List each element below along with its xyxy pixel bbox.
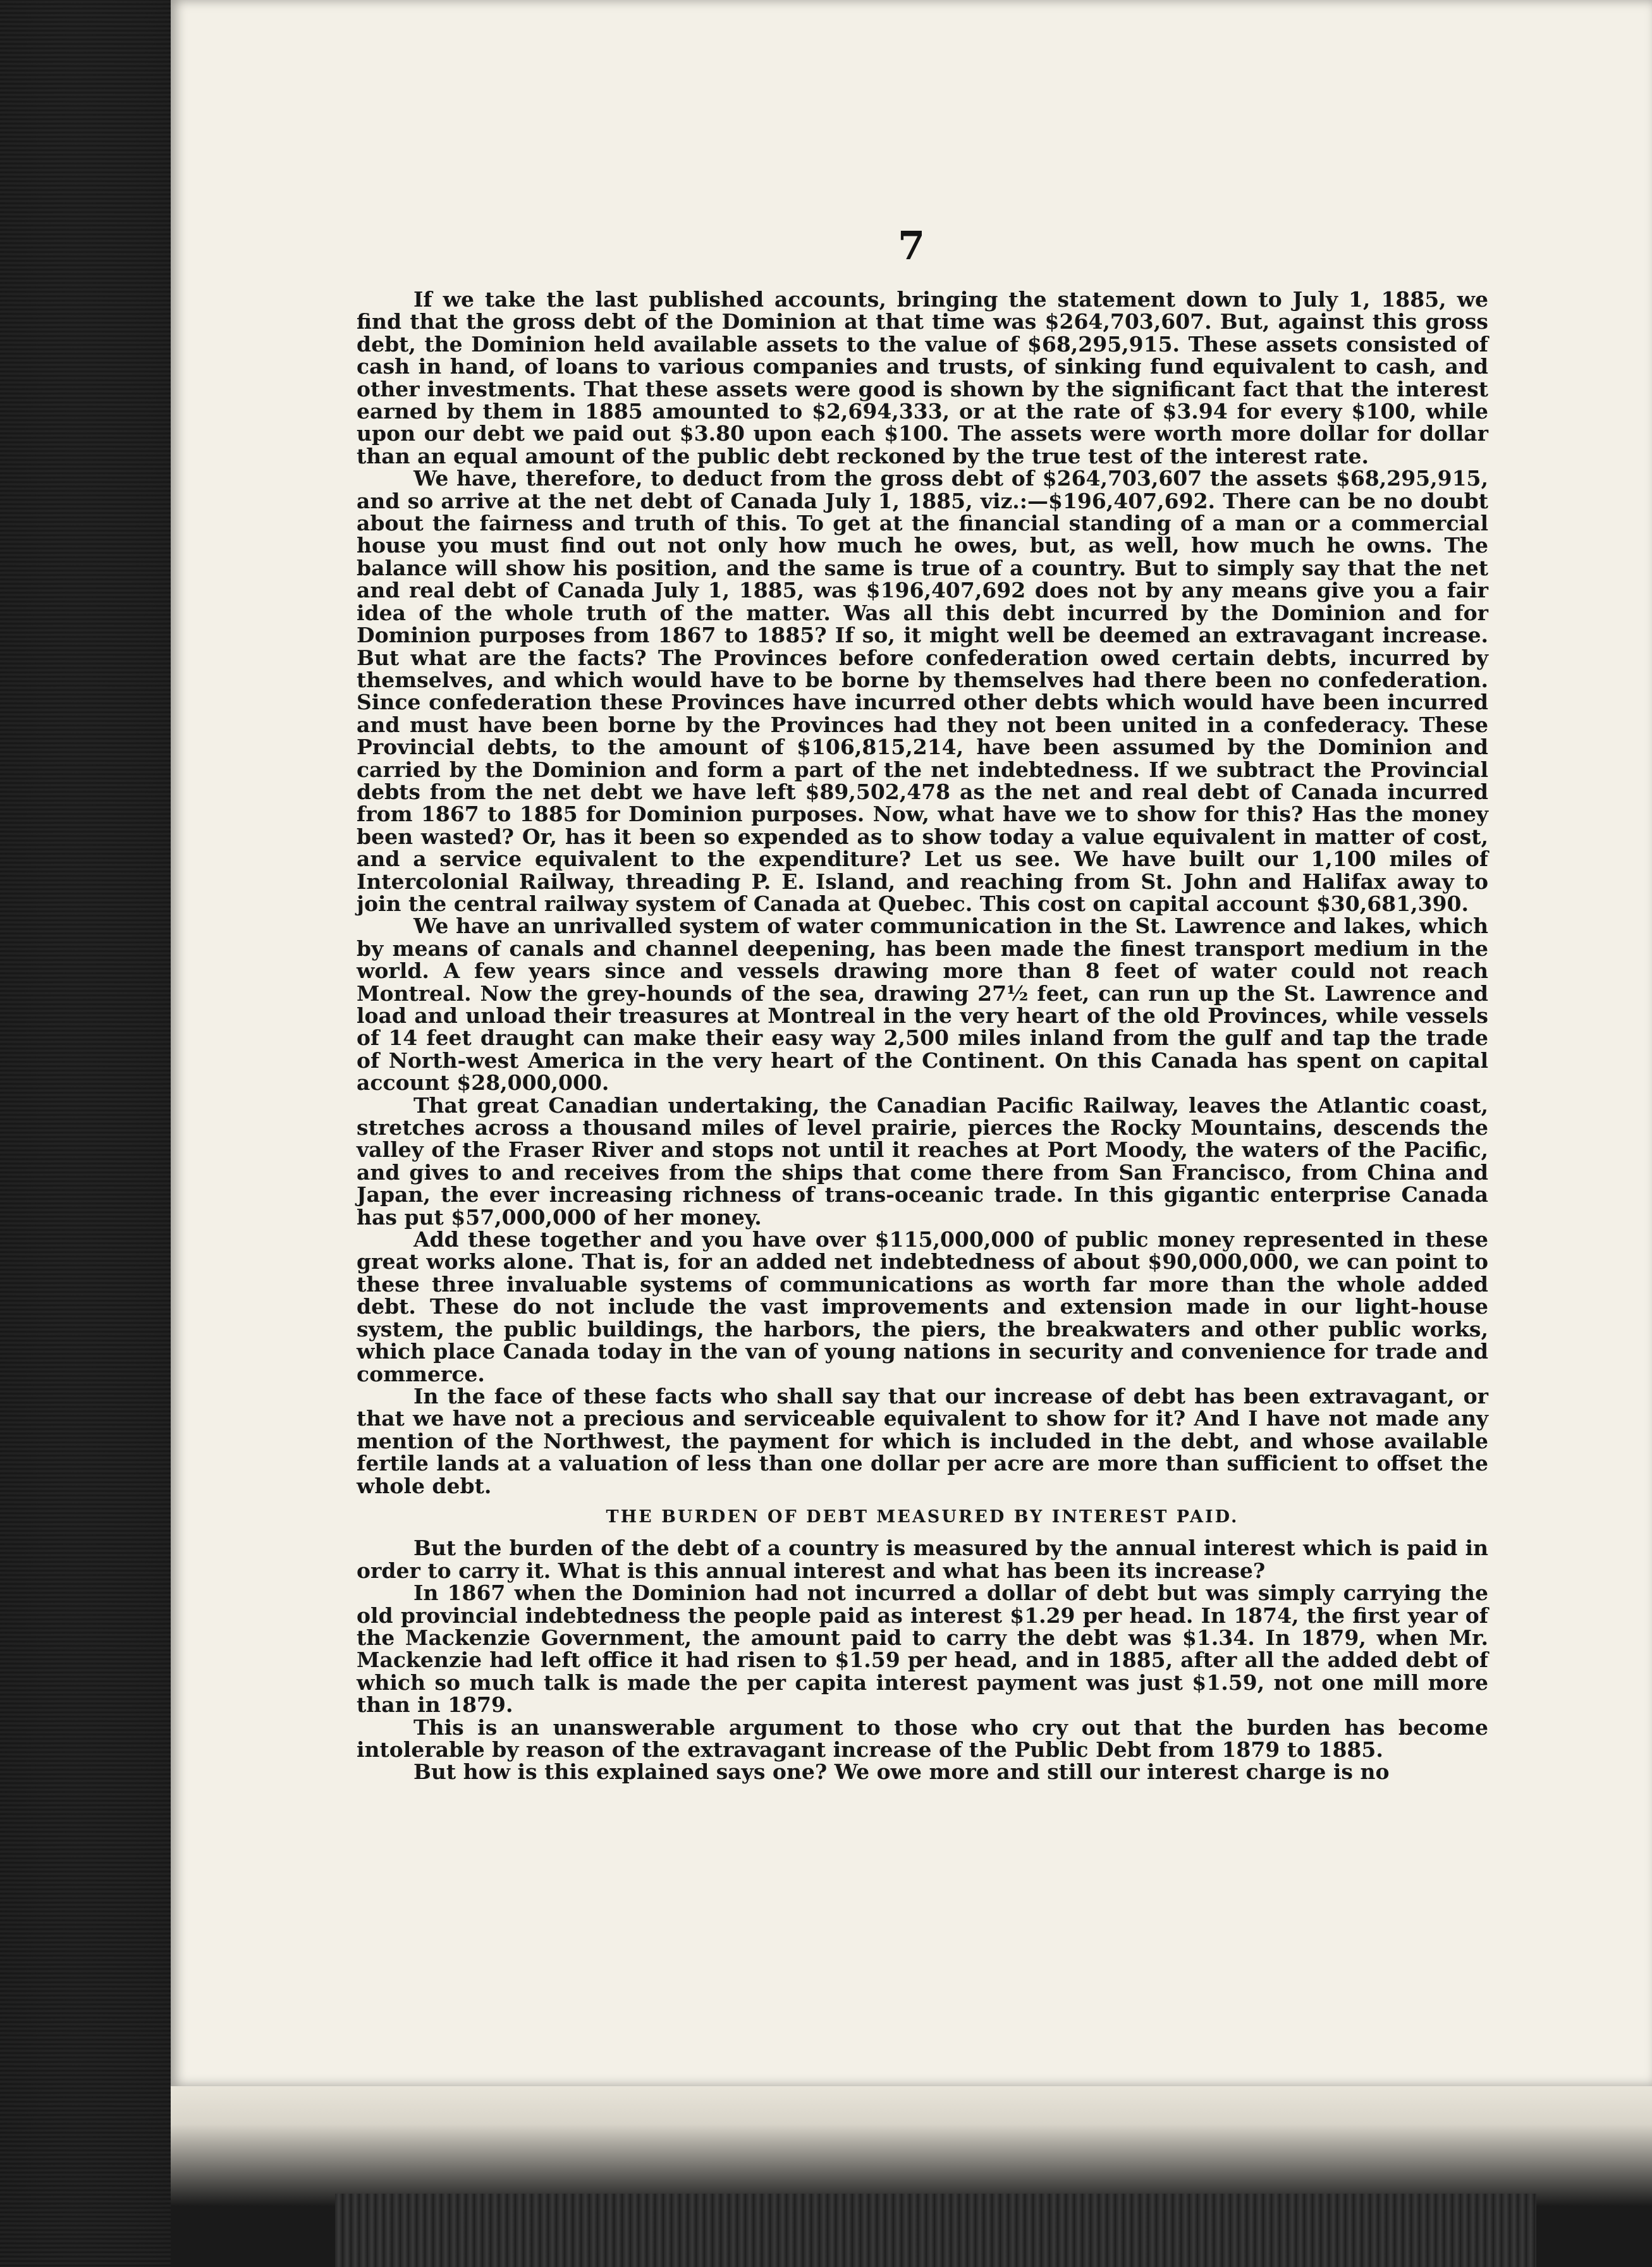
paragraph: We have, therefore, to deduct from the gross debt of $264,703,607 the assets $68,295,915, and so arrive at the net debt of Canada July 1, 1885, viz.:—$196,407,692. There can be no doubt about the fairness and truth of this. To get at the financial standing of a man or a commercial house you must find out not only how much he owes, but, as well, how much he owns. The balance will show his position, and the same is true of a country. But to simply say that the net and real debt of Canada July 1, 1885, was $196,407,692 does not by any means give you a fair idea of the whole truth of the matter. Was all this debt incurred by the Dominion and for Dominion purposes from 1867 to 1885? If so, it might well be deemed an extravagant increase. But what are the facts? The Provinces before confederation owed certain debts, incurred by themselves, and which would have to be borne by themselves had there been no confederation. Since confederation these Provinces have incurred other debts which would have been incurred and must have been borne by the Provinces had they not been united in a confederacy. These Provincial debts, to the amount of $106,815,214, have been assumed by the Dominion and carried by the Dominion and form a part of the net indebtedness. If we subtract the Provincial debts from the net debt we have left $89,502,478 as the net and real debt of Canada incurred from 1867 to 1885 for Dominion purposes. Now, what have we to show for this? Has the money been wasted? Or, has it been so expended as to show today a value equivalent in matter of cost, and a service equivalent to the expenditure? Let us see. We have built our 1,100 miles of Intercolonial Railway, threading P. E. Island, and reaching from St. John and Halifax away to join the central railway system of Canada at Quebec. This cost on capital account $30,681,390. xyxy=(357,466,1488,916)
paragraph: That great Canadian undertaking, the Canadian Pacific Railway, leaves the Atlantic coast, stretches across a thousand miles of level prairie, pierces the Rocky Mountains, descends the valley of the Fraser River and stops not until it reaches at Port Moody, the waters of the Pacific, and gives to and receives from the ships that come there from San Francisco, from China and Japan, the ever increasing richness of trans-oceanic trade. In this gigantic enterprise Canada has put $57,000,000 of her money. xyxy=(357,1092,1488,1230)
paragraph: Add these together and you have over $115,000,000 of public money represented in these great works alone. That is, for an added net indebtedness of about $90,000,000, we can point to these three invaluable systems of communications as worth far more than the whole added debt. These do not include the vast improvements and extension made in our light-house system, the public buildings, the harbors, the piers, the breakwaters and other public works, which place Canada today in the van of young nations in security and convenience for trade and commerce. xyxy=(357,1227,1488,1386)
paragraph: We have an unrivalled system of water communication in the St. Lawrence and lakes, which by means of canals and channel deepening, has been made the finest transport medium in the world. A few years since and vessels drawing more than 8 feet of water could not reach Montreal. Now the grey-hounds of the sea, drawing 27½ feet, can run up the St. Lawrence and load and unload their treasures at Montreal in the very heart of the old Provinces, while vessels of 14 feet draught can make their easy way 2,500 miles inland from the gulf and tap the trade of North-west America in the very heart of the Continent. On this Canada has spent on capital account $28,000,000. xyxy=(357,914,1488,1096)
scan-holder-strip xyxy=(335,2194,1536,2267)
section-heading: THE BURDEN OF DEBT MEASURED BY INTEREST PAID. xyxy=(606,1506,1239,1527)
paragraph: In 1867 when the Dominion had not incurred a dollar of debt but was simply carrying the old provincial indebtedness the people paid as interest $1.29 per head. In 1874, the first year of the Mackenzie Government, the amount paid to carry the debt was $1.34. In 1879, when Mr. Mackenzie had left office it had risen to $1.59 per head, and in 1885, after all the added debt of which so much talk is made the per capita interest payment was just $1.59, not one mill more than in 1879. xyxy=(357,1580,1488,1718)
scan-binding-edge xyxy=(0,0,171,2267)
page-number: 7 xyxy=(898,223,926,269)
paragraph: In the face of these facts who shall say that our increase of debt has been extravagant, or that we have not a precious and serviceable equivalent to show for it? And I have not made any mention of the Northwest, the payment for which is included in the debt, and whose available fertile lands at a valuation of less than one dollar per acre are more than sufficient to offset the whole debt. xyxy=(357,1383,1488,1498)
paragraph: This is an unanswerable argument to those who cry out that the burden has become intolerable by reason of the extravagant increase of the Public Debt from 1879 to 1885. xyxy=(357,1714,1488,1762)
paragraph: But how is this explained says one? We owe more and still our interest charge is no xyxy=(413,1759,1390,1785)
paragraph: If we take the last published accounts, bringing the statement down to July 1, 1885, we find that the gross debt of the Dominion at that time was $264,703,607. But, against this gross debt, the Dominion held available assets to the value of $68,295,915. These assets consisted of cash in hand, of loans to various companies and trusts, of sinking fund equivalent to cash, and other investments. That these assets were good is shown by the significant fact that the interest earned by them in 1885 amounted to $2,694,333, or at the rate of $3.94 for every $100, while upon our debt we paid out $3.80 upon each $100. The assets were worth more dollar for dollar than an equal amount of the public debt reckoned by the true test of the interest rate. xyxy=(357,287,1488,468)
body-text xyxy=(357,288,1488,1783)
paragraph: But the burden of the debt of a country is measured by the annual interest which is paid in order to carry it. What is this annual interest and what has been its increase? xyxy=(357,1536,1488,1583)
